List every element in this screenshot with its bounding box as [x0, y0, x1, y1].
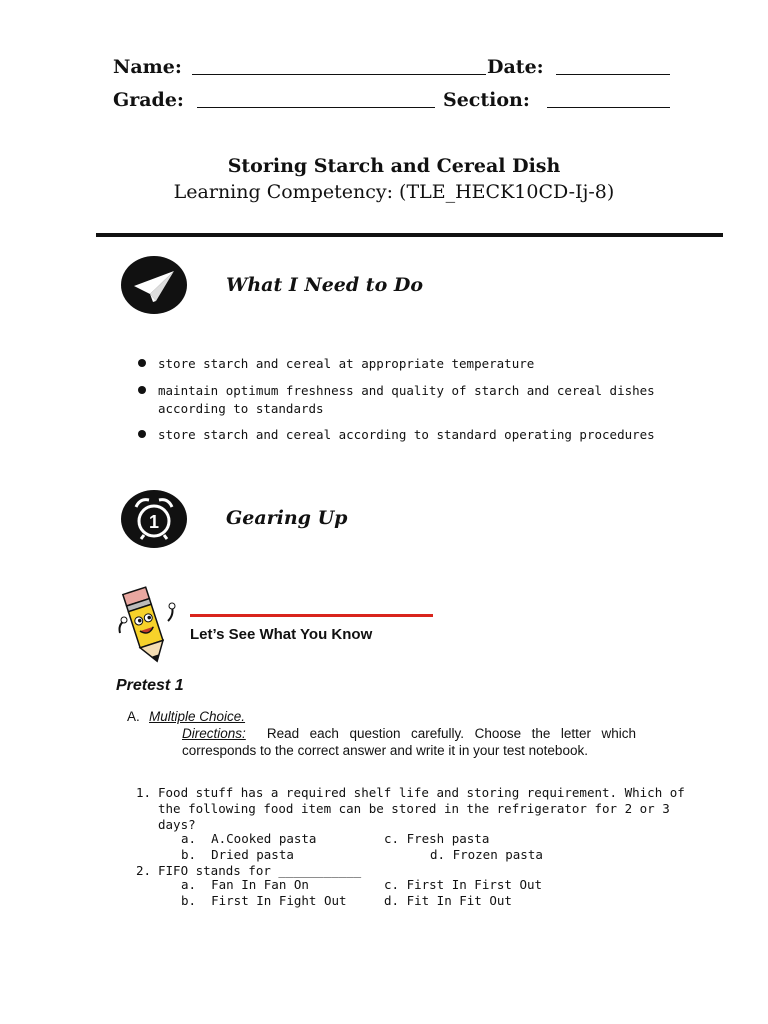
pretest-title: Pretest 1 [116, 677, 184, 694]
date-field[interactable] [556, 74, 670, 75]
directions-label: Directions: [182, 726, 246, 741]
question-text [158, 785, 685, 833]
pencil-mascot-icon [116, 585, 176, 667]
list-item: store starch and cereal at appropriate temperature [158, 356, 535, 371]
bullet [138, 430, 146, 438]
lets-see-heading: Let’s See What You Know [190, 626, 373, 643]
option-c[interactable]: c. First In First Out [384, 877, 543, 892]
paper-plane-icon [120, 255, 188, 315]
part-label: A. [127, 709, 140, 724]
alarm-clock-icon [120, 489, 188, 549]
option-b[interactable]: b. Dried pasta [181, 847, 294, 862]
bullet [138, 359, 146, 367]
question-line: Food stuff has a required shelf life and storing requirement. Which of [158, 785, 685, 800]
part-title: Multiple Choice. [149, 709, 246, 724]
list-item: maintain optimum freshness and quality of starch and cereal dishes [158, 383, 655, 398]
question-line: the following food item can be stored in the refrigerator for 2 or 3 [158, 801, 670, 816]
page-title: Storing Starch and Cereal Dish [227, 155, 561, 177]
question-text: FIFO stands for ___________ [158, 863, 362, 878]
name-field[interactable] [192, 74, 486, 75]
section-field[interactable] [547, 107, 670, 108]
red-rule [190, 614, 433, 617]
grade-field[interactable] [197, 107, 435, 108]
list-item: store starch and cereal according to standard operating procedures [158, 427, 655, 442]
question-line: days? [158, 817, 196, 832]
option-a[interactable]: a. Fan In Fan On [181, 877, 309, 892]
option-a[interactable]: a. A.Cooked pasta [181, 831, 317, 846]
directions-text: Read each question carefully. Choose the letter which corresponds to the correct answer and write it in your test notebook. [182, 726, 636, 758]
directions [182, 725, 636, 759]
gearing-up-heading: Gearing Up [226, 507, 348, 529]
option-c[interactable]: c. Fresh pasta [384, 831, 490, 846]
learning-competency: Learning Competency: (TLE_HECK10CD-Ij-8) [173, 181, 615, 203]
date-label: Date: [487, 56, 544, 78]
option-b[interactable]: b. First In Fight Out [181, 893, 347, 908]
grade-label: Grade: [113, 89, 184, 111]
question-number: 2. [136, 863, 152, 878]
section-divider [96, 233, 723, 237]
section-label: Section: [443, 89, 530, 111]
option-d[interactable]: d. Frozen pasta [430, 847, 543, 862]
list-item-continuation: according to standards [158, 401, 324, 416]
name-label: Name: [113, 56, 182, 78]
what-i-need-heading: What I Need to Do [226, 274, 424, 296]
option-d[interactable]: d. Fit In Fit Out [384, 893, 512, 908]
bullet [138, 386, 146, 394]
clock-digit: 1 [148, 512, 160, 532]
question-number: 1. [136, 785, 152, 800]
